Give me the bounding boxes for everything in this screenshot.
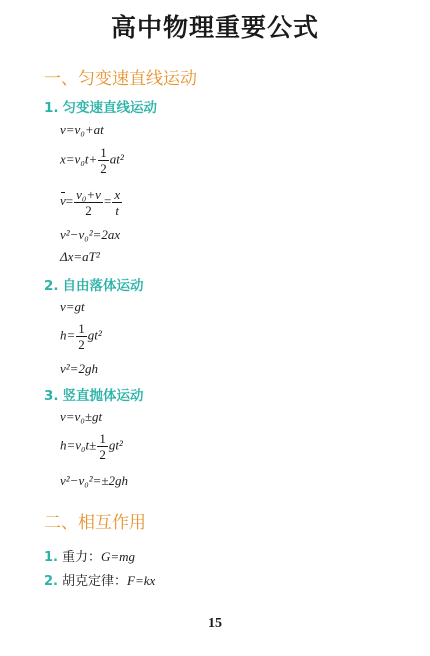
formula-part: at² [109, 151, 124, 167]
formula-part: h=v₀t± [60, 437, 97, 453]
subsection-heading-1 [44, 96, 157, 116]
fraction-denominator: 2 [78, 337, 85, 352]
formula-displacement [60, 146, 124, 175]
formula-vertical-velocity: v=v₀±gt [60, 409, 103, 424]
item-number: 2. [44, 574, 58, 589]
subsection-number: 2. [44, 278, 59, 294]
list-item-hooke [44, 570, 155, 589]
formula-part: gt² [108, 437, 123, 453]
formula-part: = [65, 193, 74, 209]
fraction-denominator: 2 [99, 447, 106, 462]
item-number: 1. [44, 550, 58, 565]
formula-free-fall-velocity: v=gt [60, 299, 85, 314]
subsection-title: 竖直抛体运动 [62, 388, 144, 404]
formula-velocity-displacement: v²−v₀²=2ax [60, 227, 121, 242]
fraction-numerator: x [114, 187, 121, 202]
average-velocity-symbol: v [60, 193, 66, 209]
subsection-heading-3 [44, 384, 144, 404]
subsection-number: 3. [44, 388, 59, 404]
page-number: 15 [208, 616, 222, 631]
fraction [98, 146, 109, 175]
formula-delta-x: Δx=aT² [60, 249, 100, 264]
fraction-denominator: t [115, 203, 120, 218]
formula-velocity: v=v₀+at [60, 122, 104, 137]
section-heading-2: 二、相互作用 [44, 513, 146, 533]
formula-part: gt² [87, 327, 102, 343]
list-item-gravity [44, 546, 135, 565]
fraction-denominator: 2 [100, 161, 107, 176]
page-title: 高中物理重要公式 [110, 13, 319, 42]
fraction-numerator: 1 [99, 431, 106, 446]
item-formula: F=kx [127, 573, 156, 588]
subsection-title: 自由落体运动 [62, 278, 144, 294]
fraction-denominator: 2 [85, 203, 92, 218]
fraction [76, 322, 87, 351]
item-label: 胡克定律： [61, 574, 127, 589]
fraction [74, 188, 103, 217]
formula-vertical-v-squared: v²−v₀²=±2gh [60, 473, 129, 488]
formula-free-fall-height [60, 322, 102, 351]
fraction-numerator: v₀+v [76, 187, 101, 202]
fraction-numerator: 1 [100, 145, 107, 160]
item-formula: G=mg [101, 549, 136, 564]
subsection-title: 匀变速直线运动 [62, 100, 158, 116]
formula-vertical-height [60, 432, 123, 461]
formula-free-fall-v-squared: v²=2gh [60, 361, 98, 376]
formula-part: = [103, 193, 112, 209]
formula-average-velocity [60, 188, 123, 217]
subsection-heading-2 [44, 274, 144, 294]
subsection-number: 1. [44, 100, 59, 116]
section-heading-1: 一、匀变速直线运动 [44, 69, 197, 89]
item-label: 重力： [61, 550, 101, 565]
fraction [97, 432, 108, 461]
formula-part: x=v₀t+ [60, 151, 98, 167]
fraction [112, 188, 122, 217]
fraction-numerator: 1 [78, 321, 85, 336]
formula-part: h= [60, 327, 76, 343]
